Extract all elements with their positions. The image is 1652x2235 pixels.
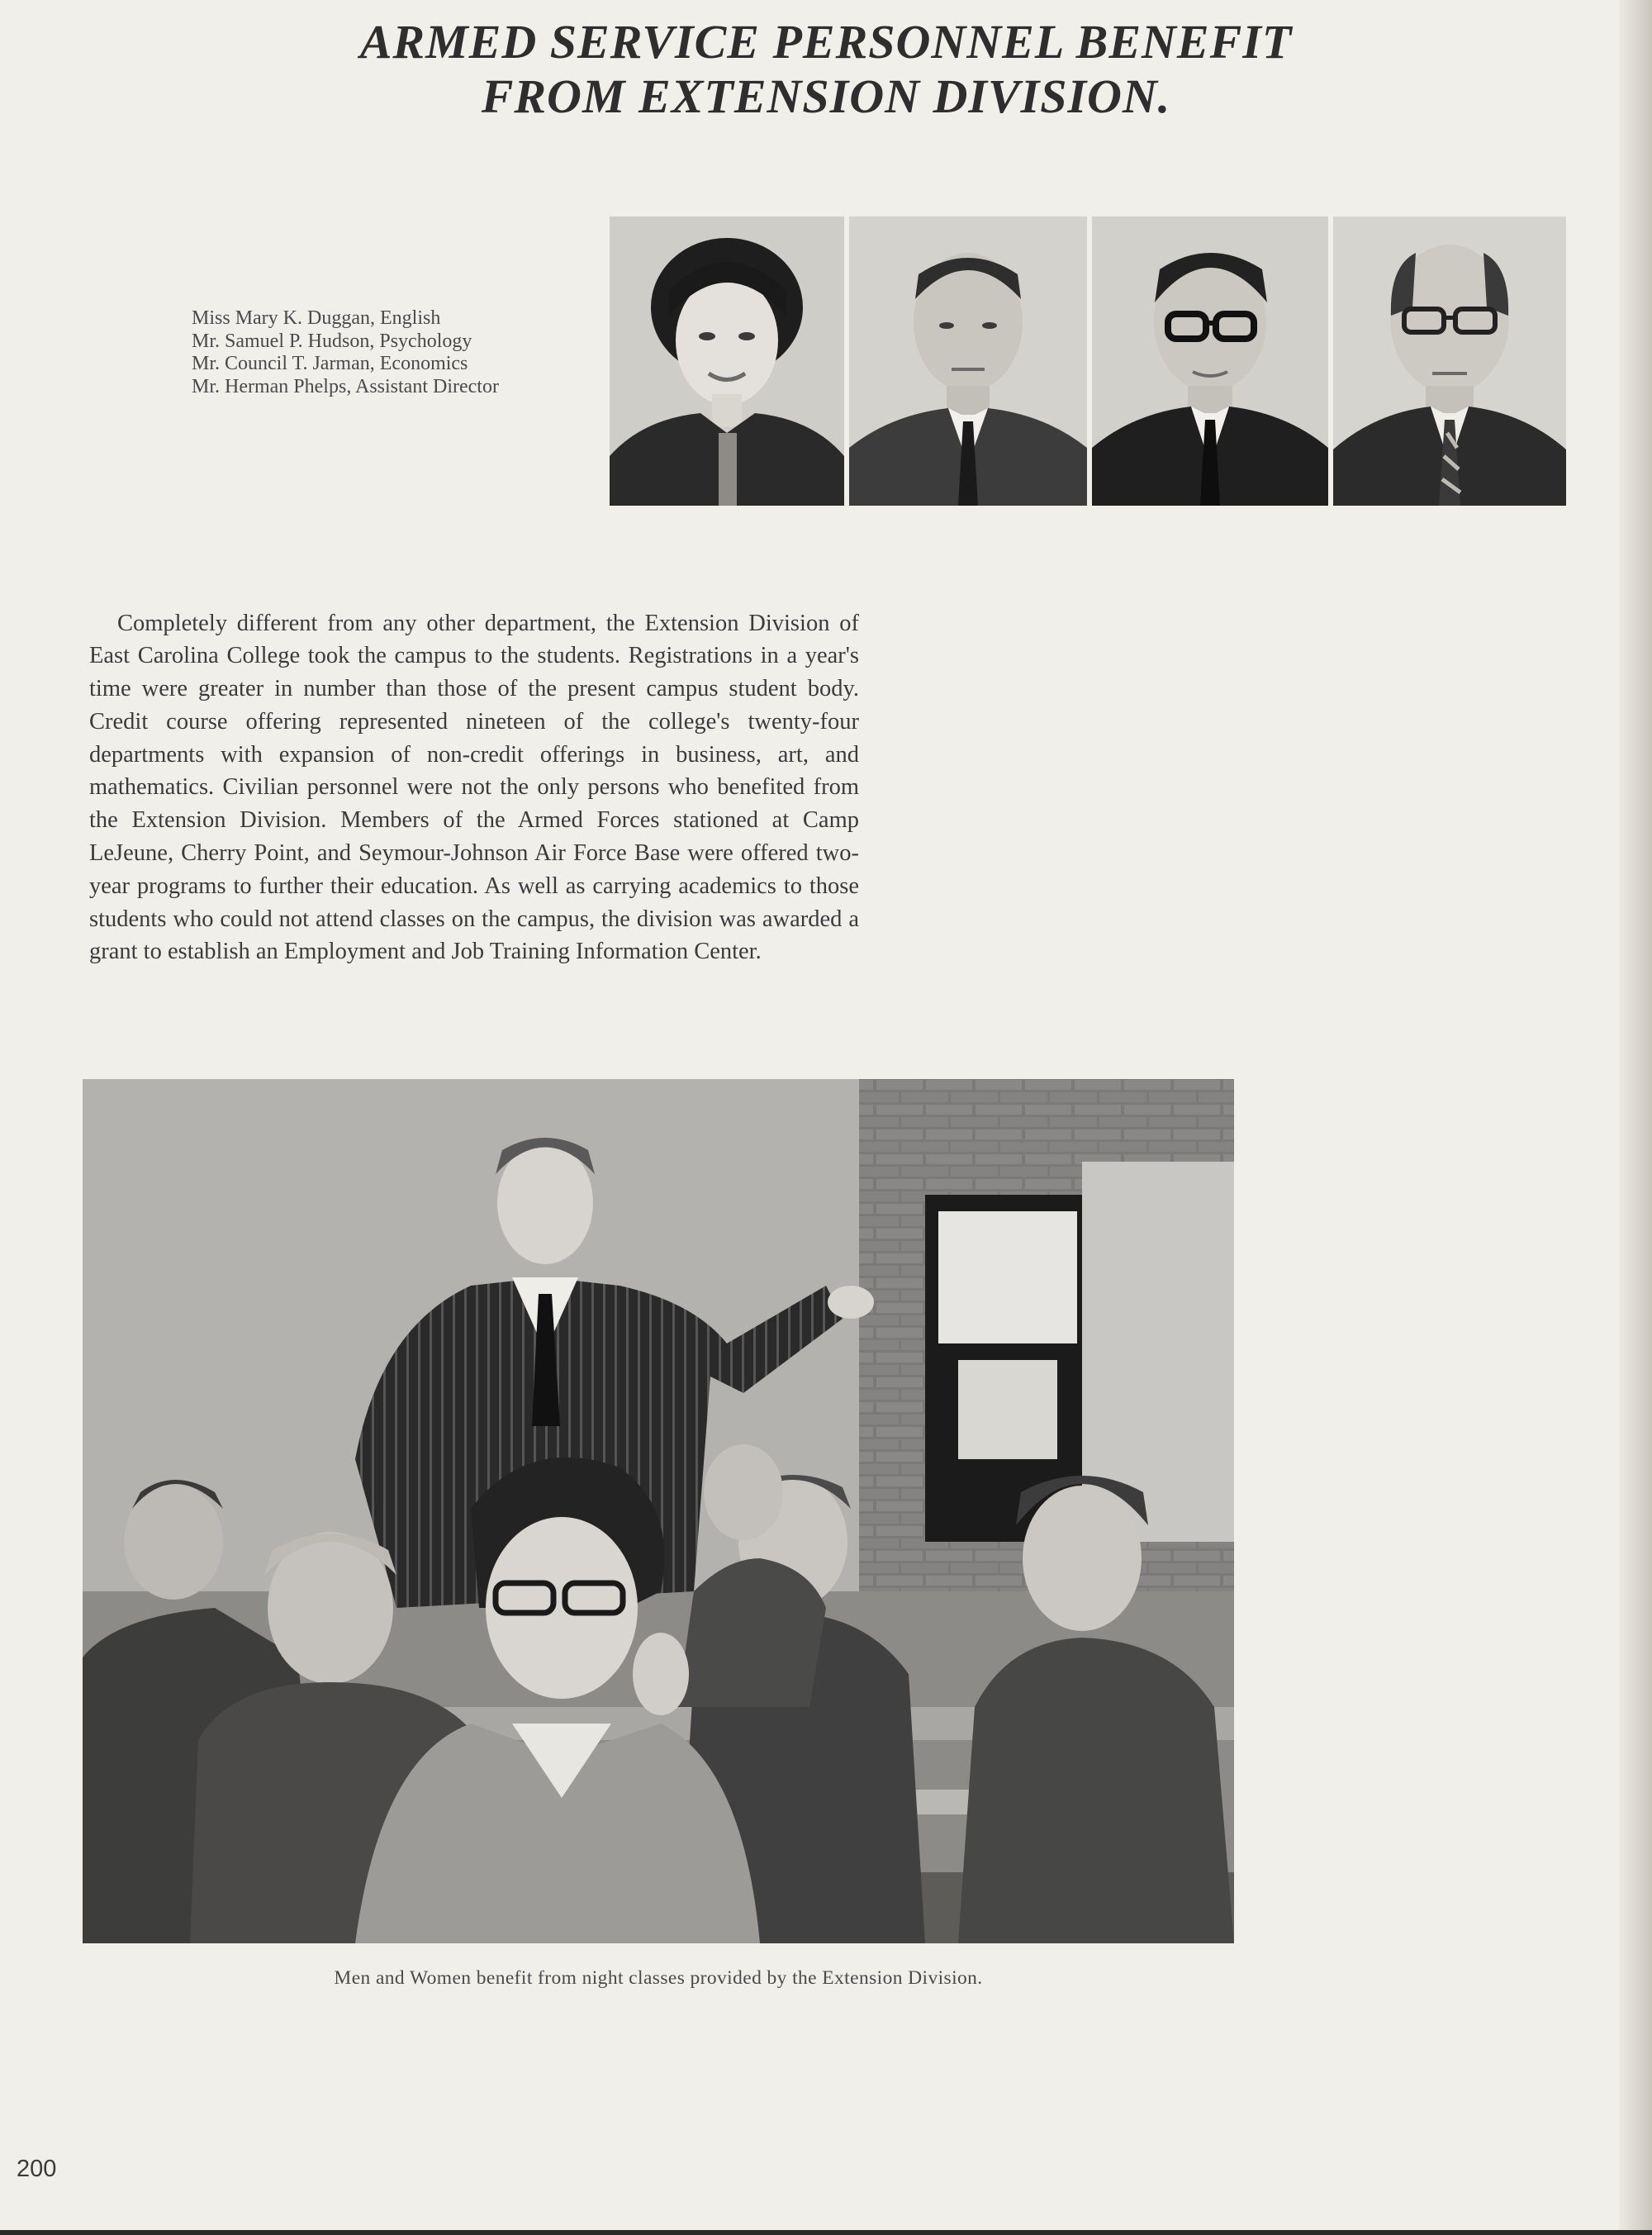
classroom-photo <box>83 1079 1234 1943</box>
faculty-portraits <box>610 216 1566 506</box>
photo-caption: Men and Women benefit from night classes provided by the Extension Division. <box>334 1967 983 1989</box>
page-bottom-edge <box>0 2230 1652 2235</box>
page-title <box>248 15 1404 124</box>
page-title-line-1: ARMED SERVICE PERSONNEL BENEFIT <box>359 15 1293 69</box>
page-title-line-2: FROM EXTENSION DIVISION. <box>481 69 1171 123</box>
portrait-hudson <box>849 216 1087 506</box>
page-number: 200 <box>17 2156 57 2182</box>
faculty-entry-duggan: Miss Mary K. Duggan, English <box>192 307 441 329</box>
faculty-entry-hudson: Mr. Samuel P. Hudson, Psychology <box>192 330 472 352</box>
page-edge <box>1619 0 1652 2235</box>
article-body: Completely different from any other department, the Extension Division of East Carolina College took the campus to the students. Registrations in a year's time were greater in number than those of the present campus student body. Credit course offering represented nineteen of the college's twenty-four departments with expansion of non-credit offerings in business, art, and mathematics. Civilian personnel were not the only persons who benefited from the Extension Division. Members of the Armed Forces stationed at Camp LeJeune, Cherry Point, and Seymour-Johnson Air Force Base were offered two-year programs to further their education. As well as carrying academics to those students who could not attend classes on the campus, the division was awarded a grant to establish an Employment and Job Training Information Center. <box>89 610 859 965</box>
faculty-list <box>192 307 572 398</box>
portrait-duggan <box>610 216 844 506</box>
portrait-phelps <box>1333 216 1566 506</box>
faculty-entry-phelps: Mr. Herman Phelps, Assistant Director <box>192 375 499 397</box>
faculty-entry-jarman: Mr. Council T. Jarman, Economics <box>192 353 468 374</box>
portrait-jarman <box>1092 216 1328 506</box>
